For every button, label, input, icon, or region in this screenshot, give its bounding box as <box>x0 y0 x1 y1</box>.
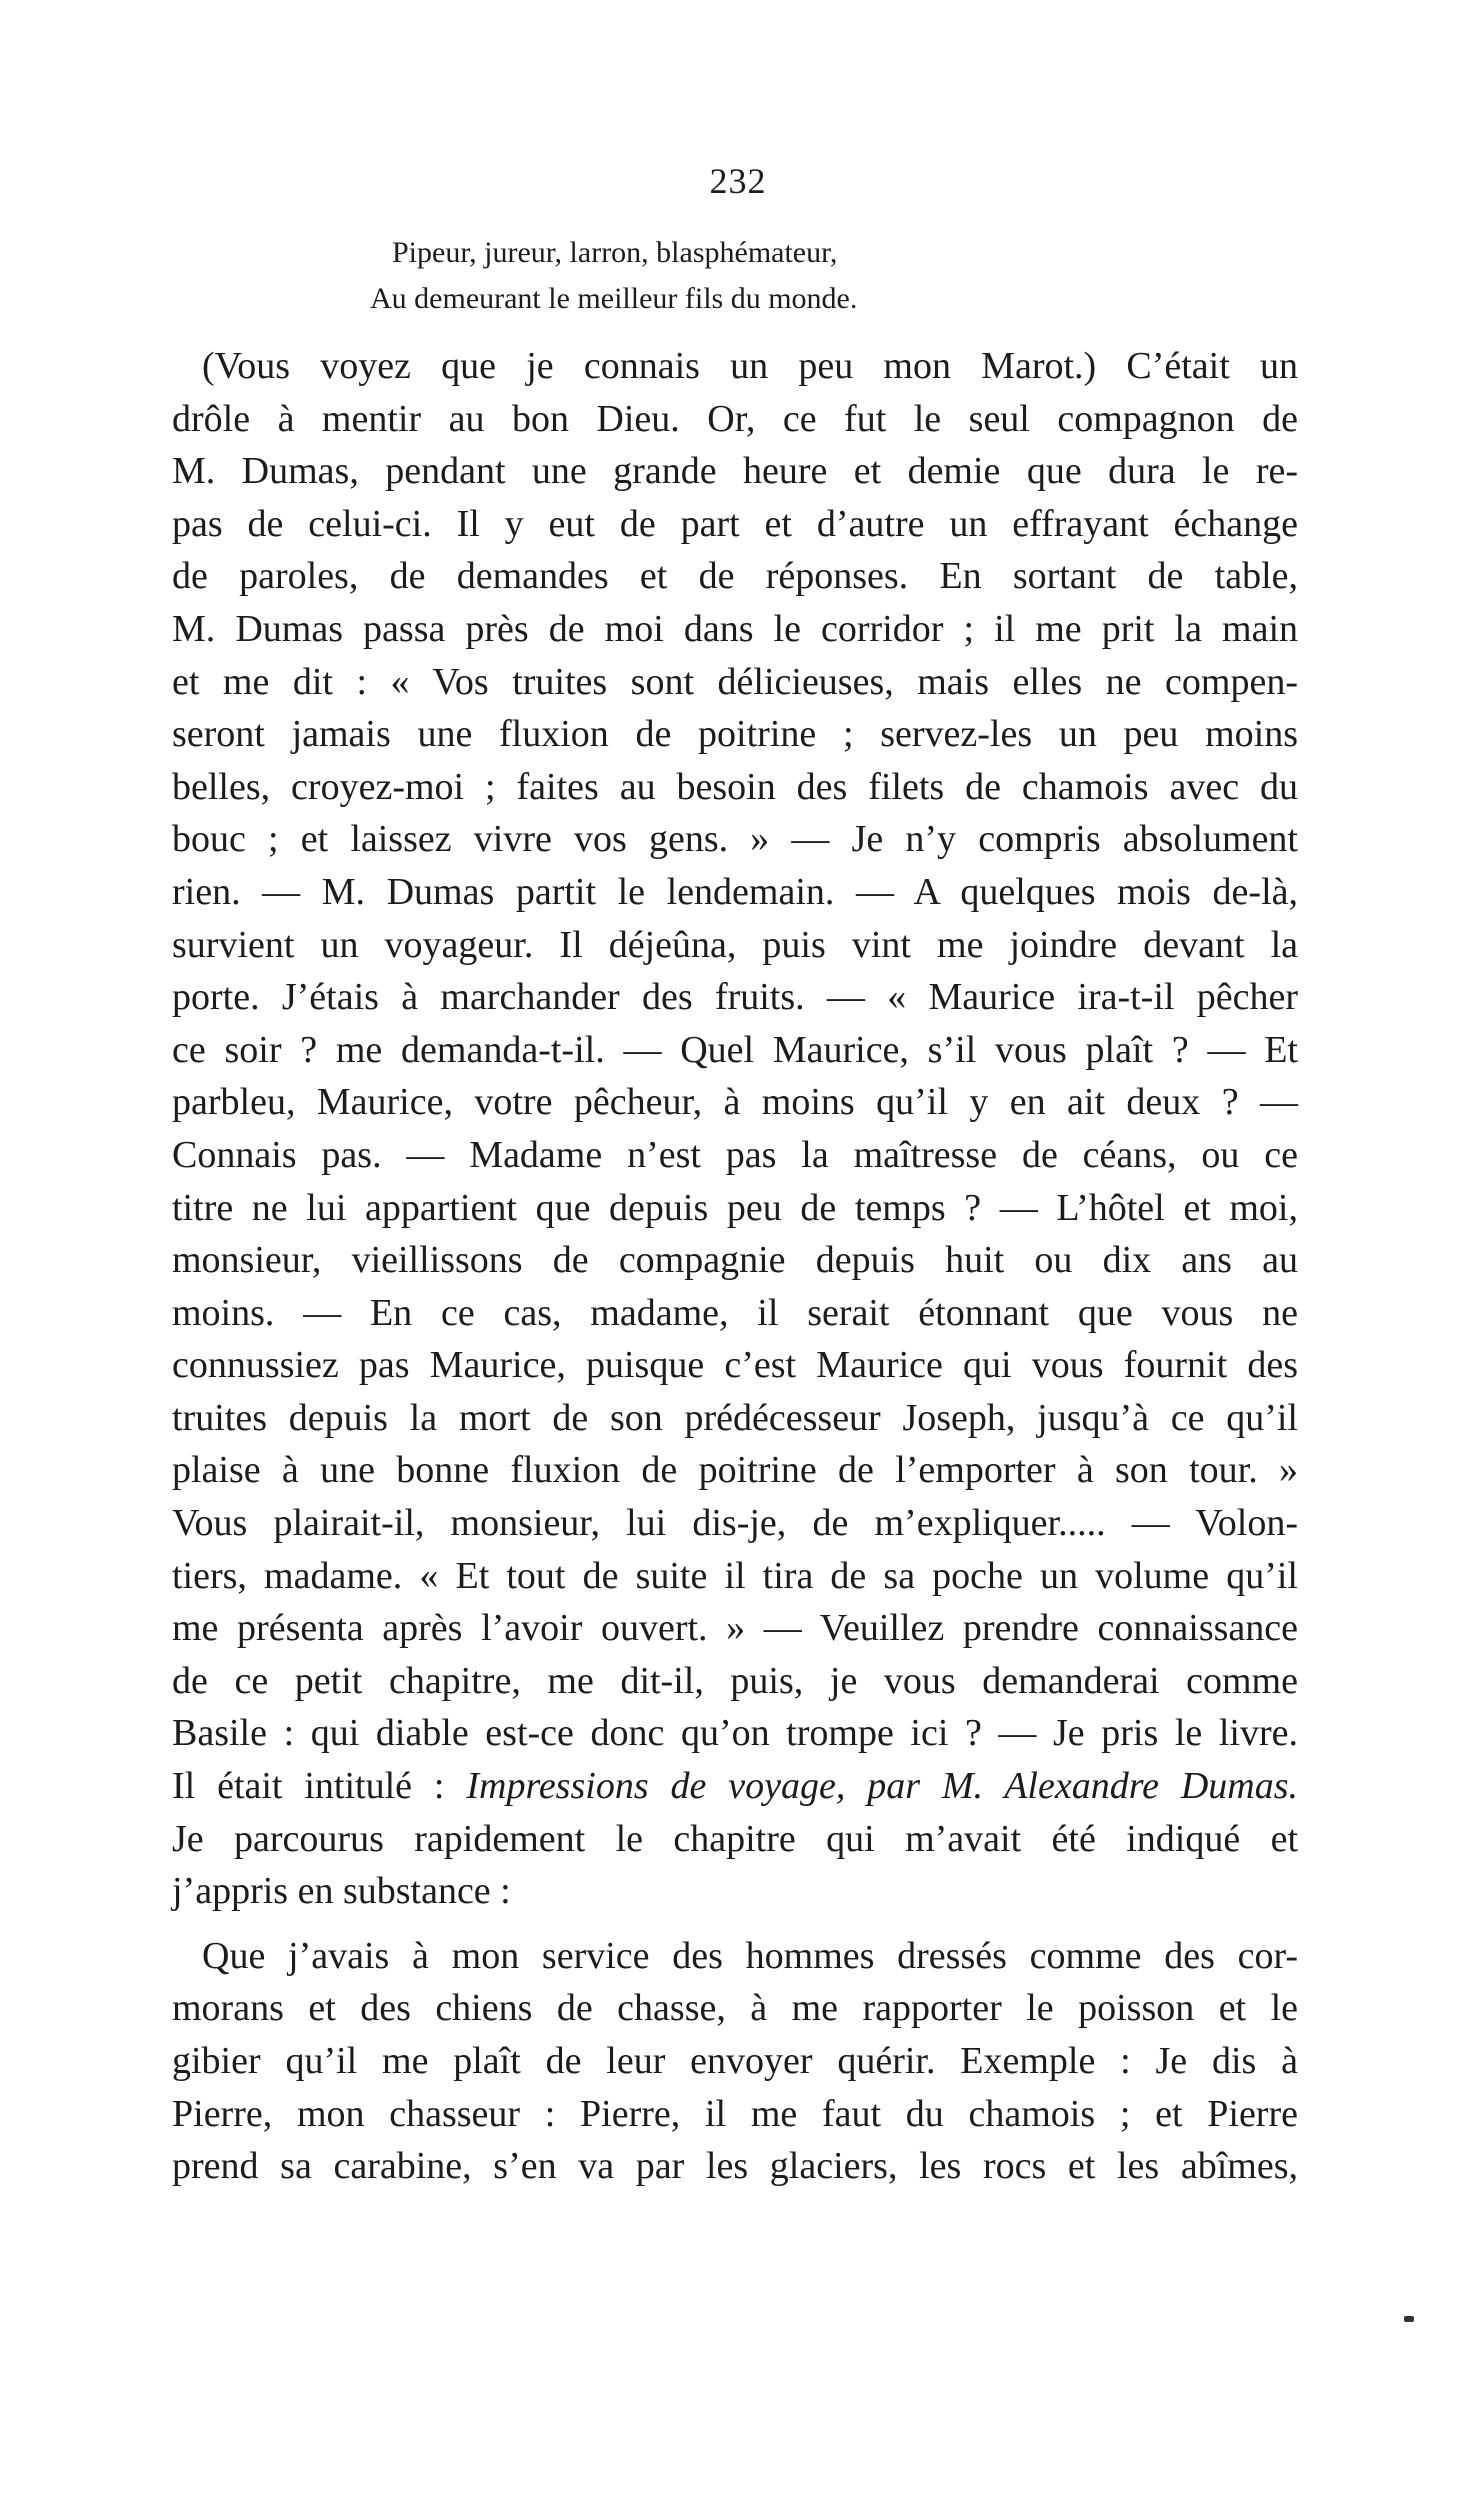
text-line: pas de celui-ci. Il y eut de part et d’autre un effrayant échange <box>172 502 1298 545</box>
text-line: Pierre, mon chasseur : Pierre, il me faut du chamois ; et Pierre <box>172 2092 1298 2135</box>
text-line: drôle à mentir au bon Dieu. Or, ce fut le seul compagnon de <box>172 397 1298 440</box>
text-line: porte. J’étais à marchander des fruits. — « Maurice ira-t-il pêcher <box>172 976 1298 1019</box>
text-line: me présenta après l’avoir ouvert. » — Veuillez prendre connaissance <box>172 1607 1298 1650</box>
text-line: moins. — En ce cas, madame, il serait étonnant que vous ne <box>172 1291 1298 1334</box>
text-line-with-title <box>172 1760 1298 1813</box>
text-line: morans et des chiens de chasse, à me rapporter le poisson et le <box>172 1987 1298 2030</box>
text-line: M. Dumas, pendant une grande heure et demie que dura le re- <box>172 450 1298 493</box>
text-line: M. Dumas passa près de moi dans le corridor ; il me prit la main <box>172 607 1298 650</box>
text-line: Connais pas. — Madame n’est pas la maîtresse de céans, ou ce <box>172 1133 1298 1176</box>
text-line: j’appris en substance : <box>172 1870 511 1913</box>
text-line: Je parcourus rapidement le chapitre qui m’avait été indiqué et <box>172 1817 1298 1860</box>
epigraph-line-2: Au demeurant le meilleur fils du monde. <box>370 282 858 315</box>
paragraph-2 <box>172 1930 1298 2193</box>
epigraph <box>370 230 1070 322</box>
text-line: rien. — M. Dumas partit le lendemain. — A quelques mois de-là, <box>172 870 1298 913</box>
paragraph-1 <box>172 340 1298 1918</box>
text-line: de ce petit chapitre, me dit-il, puis, je vous demanderai comme <box>172 1659 1298 1702</box>
text-line: (Vous voyez que je connais un peu mon Marot.) C’était un <box>202 345 1298 387</box>
text-line: titre ne lui appartient que depuis peu de temps ? — L’hôtel et moi, <box>172 1186 1298 1229</box>
margin-mark <box>1404 2316 1414 2322</box>
title-lead-in: Il était intitulé : <box>172 1765 467 1808</box>
text-line: bouc ; et laissez vivre vos gens. » — Je n’y compris absolument <box>172 818 1298 861</box>
text-line: Que j’avais à mon service des hommes dressés comme des cor- <box>202 1934 1298 1977</box>
text-line: tiers, madame. « Et tout de suite il tira de sa poche un volume qu’il <box>172 1554 1298 1597</box>
text-line: survient un voyageur. Il déjeûna, puis vint me joindre devant la <box>172 923 1298 966</box>
text-line: plaise à une bonne fluxion de poitrine de l’emporter à son tour. » <box>172 1449 1298 1492</box>
body-text <box>172 340 1298 2193</box>
book-title: Impressions de voyage, par M. Alexandre Dumas. <box>466 1765 1298 1808</box>
page-number: 232 <box>709 161 767 201</box>
text-line: prend sa carabine, s’en va par les glaciers, les rocs et les abîmes, <box>172 2145 1298 2188</box>
text-line: et me dit : « Vos truites sont délicieuses, mais elles ne compen- <box>172 660 1298 703</box>
text-line: truites depuis la mort de son prédécesseur Joseph, jusqu’à ce qu’il <box>172 1396 1298 1439</box>
text-line: monsieur, vieillissons de compagnie depuis huit ou dix ans au <box>172 1239 1298 1282</box>
text-line: Vous plairait-il, monsieur, lui dis-je, de m’expliquer..... — Volon- <box>172 1502 1298 1545</box>
text-line: Basile : qui diable est-ce donc qu’on trompe ici ? — Je pris le livre. <box>172 1712 1298 1755</box>
text-line: gibier qu’il me plaît de leur envoyer quérir. Exemple : Je dis à <box>172 2040 1298 2082</box>
text-line: de paroles, de demandes et de réponses. En sortant de table, <box>172 555 1298 598</box>
text-line: belles, croyez-moi ; faites au besoin des filets de chamois avec du <box>172 765 1298 808</box>
text-line: seront jamais une fluxion de poitrine ; servez-les un peu moins <box>172 713 1298 756</box>
text-line: connussiez pas Maurice, puisque c’est Maurice qui vous fournit des <box>172 1344 1298 1387</box>
epigraph-line-1: Pipeur, jureur, larron, blasphémateur, <box>392 236 838 269</box>
text-line: ce soir ? me demanda-t-il. — Quel Maurice, s’il vous plaît ? — Et <box>172 1028 1298 1071</box>
text-line: parbleu, Maurice, votre pêcheur, à moins qu’il y en ait deux ? — <box>172 1081 1298 1124</box>
